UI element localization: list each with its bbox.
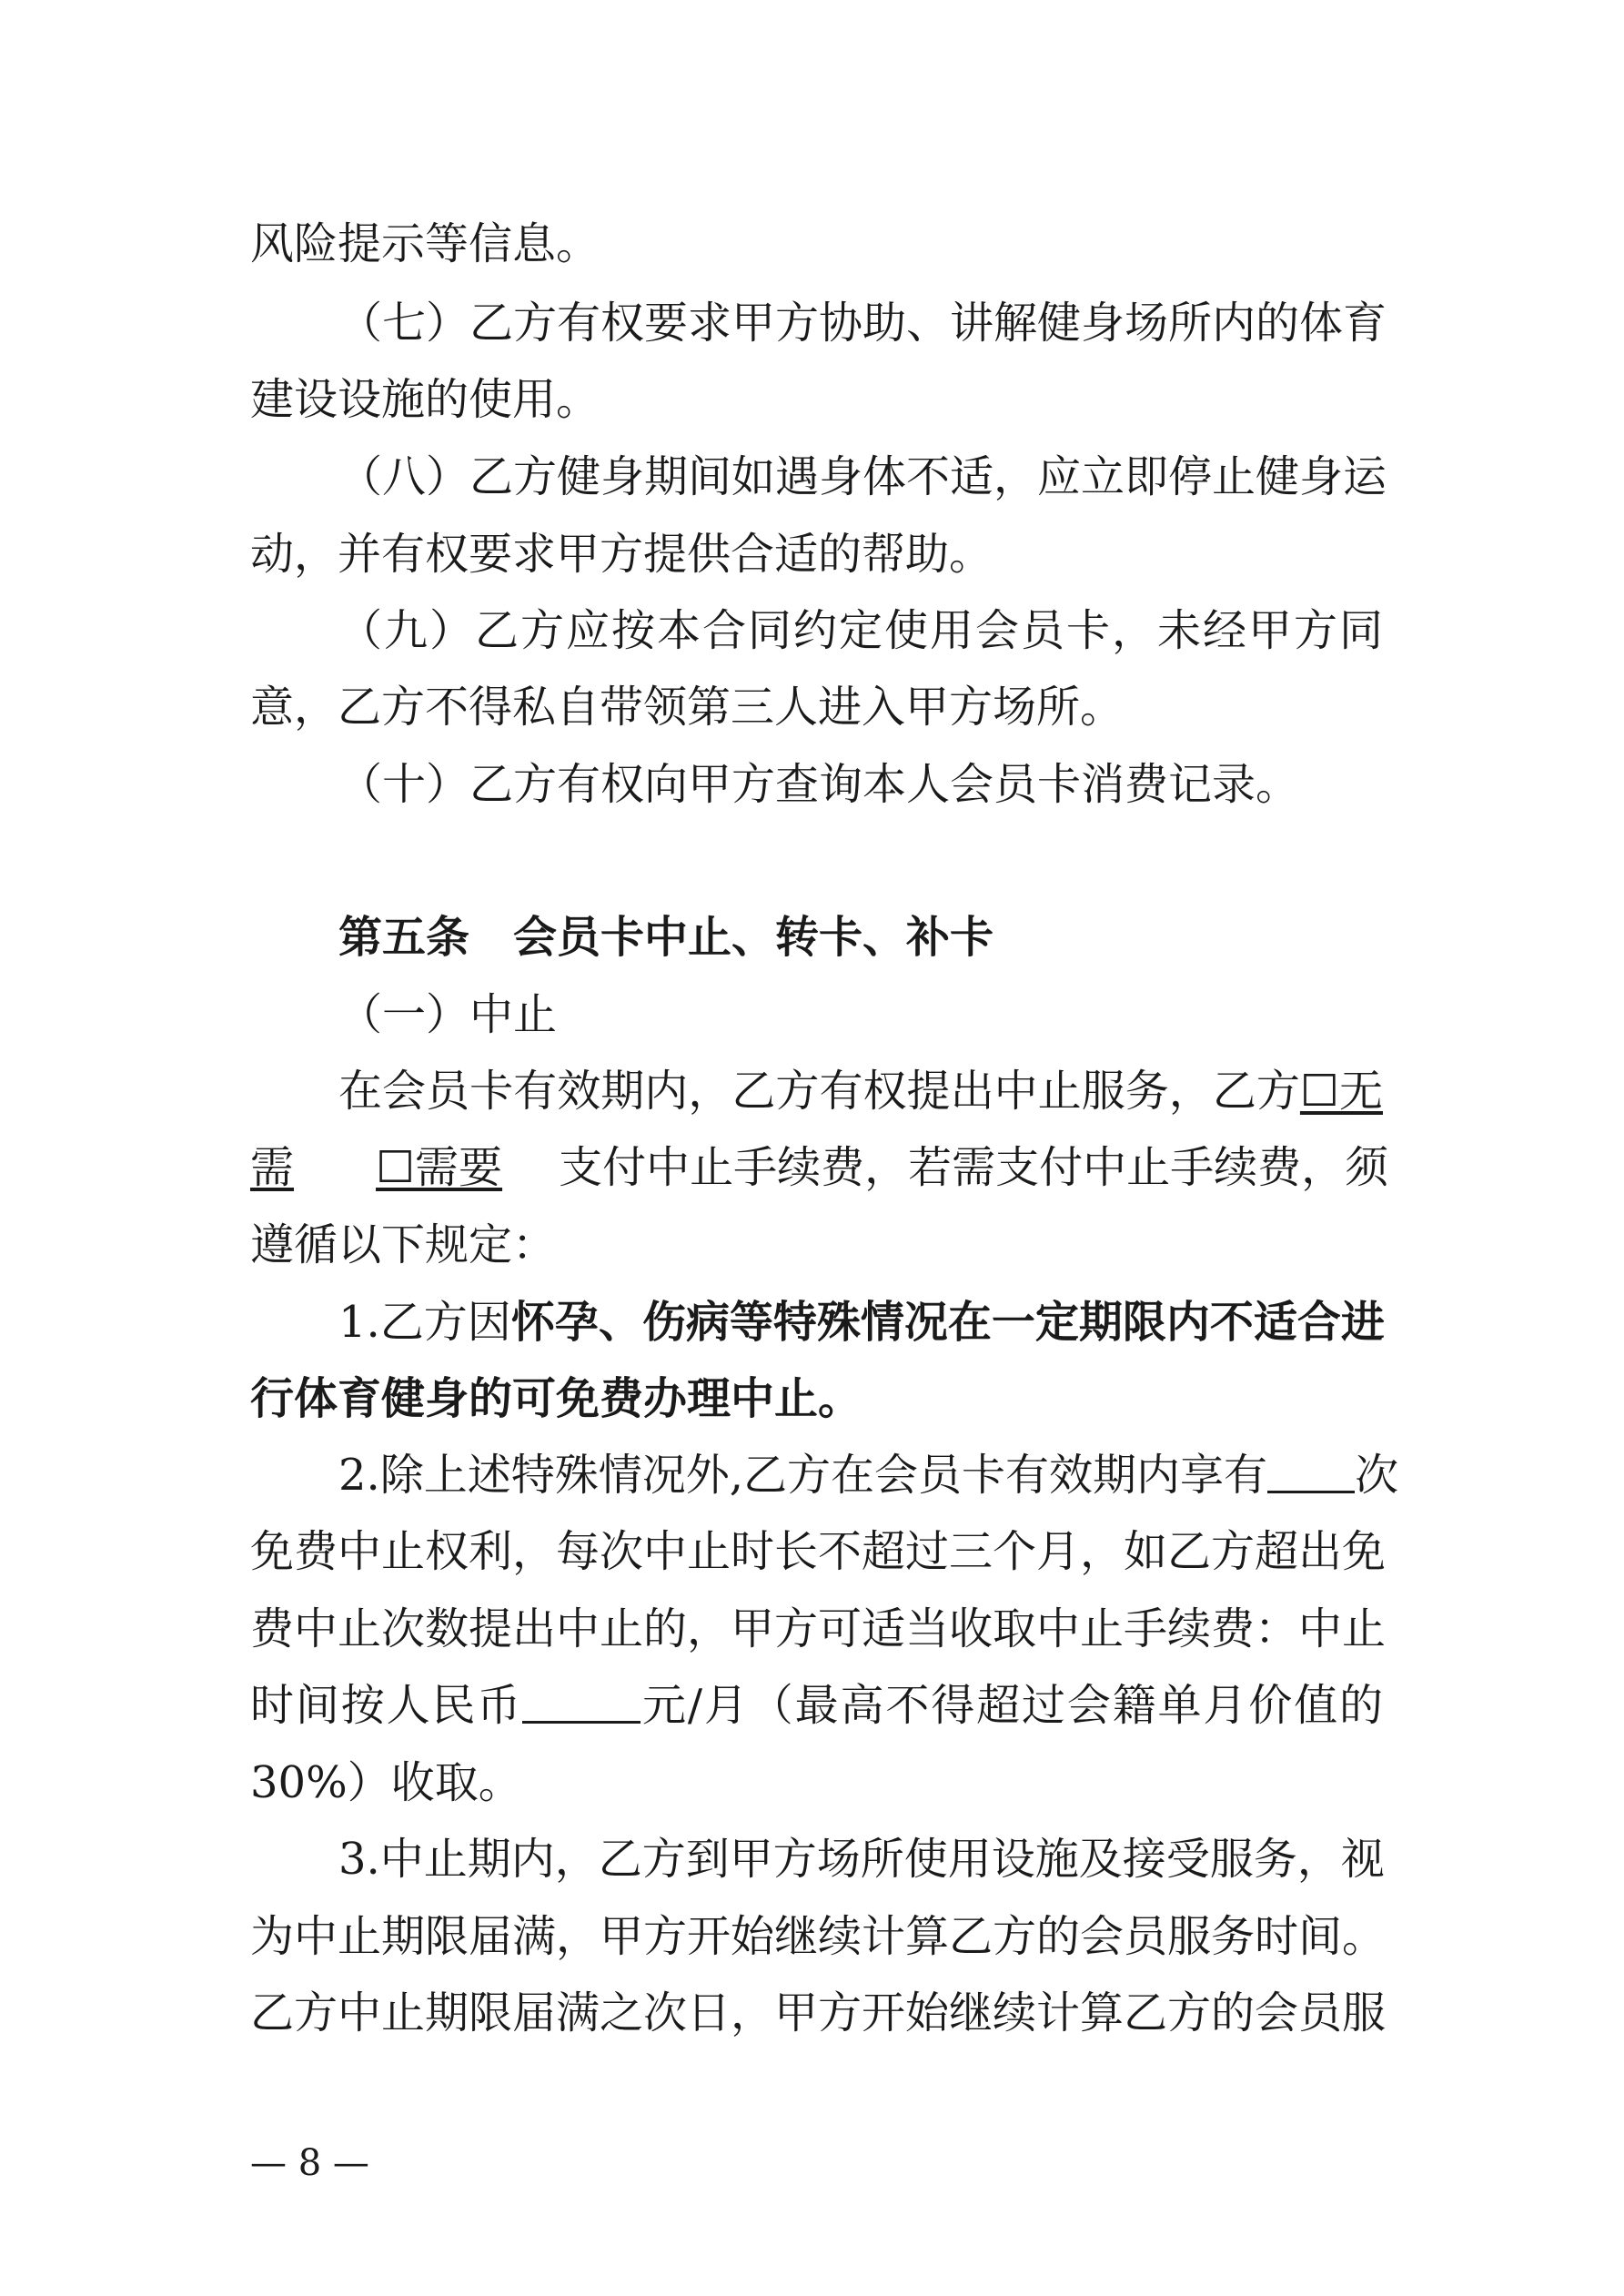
suspend-intro-line3: 遵循以下规定： [250,1219,557,1270]
clause-nine-line1: （九）乙方应按本合同约定使用会员卡，未经甲方同 [338,605,1383,656]
item-three-line3: 乙方中止期限届满之次日，甲方开始继续计算乙方的会员服 [250,1988,1387,2038]
suspend-intro-text-cont: 支付中止手续费，若需支付中止手续费，须 [559,1142,1389,1193]
item-two-line3: 费中止次数提出中止的，甲方可适当收取中止手续费：中止 [250,1603,1387,1654]
free-suspend-count-blank [1267,1451,1355,1493]
clause-ten-line: （十）乙方有权向甲方查询本人会员卡消费记录。 [338,759,1300,810]
item-two-rate-unit: 元/月（最高不得超过会籍单月价值的 [641,1680,1383,1731]
clause-eight-line1: （八）乙方健身期间如遇身体不适，应立即停止健身运 [338,451,1387,502]
item-two-text: 2.除上述特殊情况外,乙方在会员卡有效期内享有 [338,1450,1268,1501]
item-three-line1: 3.中止期内，乙方到甲方场所使用设施及接受服务，视 [338,1834,1385,1885]
clause-eight-line2: 动，并有权要求甲方提供合适的帮助。 [250,529,994,580]
item-two-line2: 免费中止权利，每次中止时长不超过三个月，如乙方超出免 [250,1526,1387,1577]
item-two-line5: 30%）收取。 [250,1757,522,1808]
clause-nine-line2: 意，乙方不得私自带领第三人进入甲方场所。 [250,682,1125,733]
article-five-heading: 第五条 会员卡中止、转卡、补卡 [338,912,994,963]
item-two-rate-text: 时间按人民币 [250,1680,523,1731]
monthly-fee-blank [522,1681,641,1724]
no-fee-option-cont: 需 [250,1142,295,1193]
item-one-text: 1.乙方因 [338,1297,511,1348]
clause-seven-line1: （七）乙方有权要求甲方协助、讲解健身场所内的体育 [338,298,1387,349]
clause-seven-line2: 建设设施的使用。 [250,374,600,425]
item-two-line4 [250,1676,1383,1735]
page-number: — 8 — [250,2142,369,2184]
suspend-section-title: （一）中止 [338,989,558,1040]
suspend-intro-line1 [338,1062,1383,1120]
item-one-bold-text: 怀孕、伤病等特殊情况在一定期限内不适合进 [510,1297,1385,1348]
item-three-line2: 为中止期限届满，甲方开始继续计算乙方的会员服务时间。 [250,1911,1387,1962]
fee-required-option: ☐需要 [376,1142,503,1193]
suspend-intro-line2 [250,1138,1389,1197]
item-one-line2: 行体育健身的可免费办理中止。 [250,1373,862,1424]
suspend-intro-text: 在会员卡有效期内，乙方有权提出中止服务，乙方 [338,1066,1300,1117]
item-one-line1 [338,1293,1383,1351]
text-line: 风险提示等信息。 [250,218,600,269]
item-two-line1 [338,1446,1399,1504]
no-fee-option: ☐无 [1299,1066,1383,1117]
item-two-unit: 次 [1355,1450,1399,1501]
